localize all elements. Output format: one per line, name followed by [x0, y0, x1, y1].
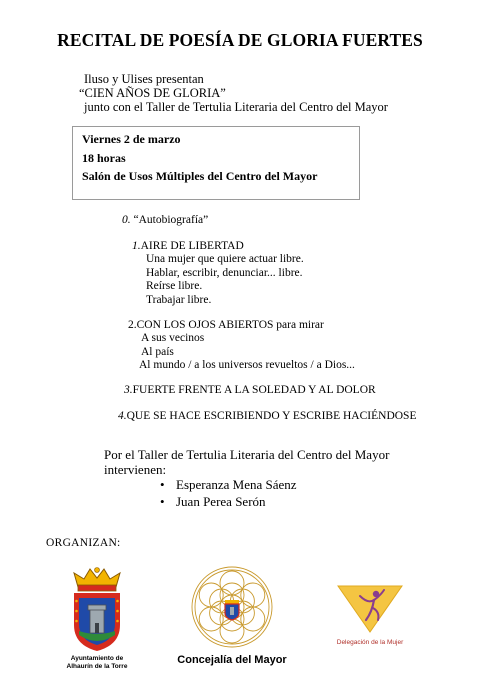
event-date: Viernes 2 de marzo [82, 132, 181, 146]
verse-line: Reírse libre. [146, 280, 203, 292]
verse-line: Una mujer que quiere actuar libre. [146, 253, 304, 265]
participant-item [160, 494, 266, 509]
program-section-1 [132, 240, 244, 252]
ayuntamiento-caption-1: Ayuntamiento de [70, 655, 124, 662]
section-number: 1. [132, 240, 141, 252]
event-time: 18 horas [82, 151, 126, 165]
delegacion-logo [330, 582, 410, 652]
intro-line-3: junto con el Taller de Tertulia Literaria del Centro del Mayor [84, 100, 388, 114]
program-section-0 [122, 214, 208, 226]
concejalia-caption: Concejalía del Mayor [177, 654, 287, 666]
woman-triangle-icon [330, 582, 410, 637]
section-title: “Autobiografía” [130, 214, 209, 226]
coat-of-arms-icon [52, 565, 142, 655]
event-place: Salón de Usos Múltiples del Centro del Mayor [82, 169, 318, 183]
event-info-box [72, 126, 360, 200]
section-number: 3. [124, 384, 133, 396]
section-title: QUE SE HACE ESCRIBIENDO Y ESCRIBE HACIÉNDOSE [126, 410, 417, 422]
section-title: AIRE DE LIBERTAD [140, 240, 244, 252]
participants-line-1: Por el Taller de Tertulia Literaria del Centro del Mayor [104, 447, 390, 462]
bullet-icon: • [160, 494, 165, 509]
participants-line-2: intervienen: [104, 462, 167, 477]
section-number: 2. [128, 319, 137, 331]
section-number: 4. [118, 410, 127, 422]
program-section-2 [128, 319, 324, 331]
verse-line: Hablar, escribir, denunciar... libre. [146, 266, 303, 279]
program-section-3 [124, 384, 376, 396]
verse-line: Trabajar libre. [146, 293, 212, 306]
organizers-label: ORGANIZAN: [46, 537, 121, 549]
section-1-verses [146, 253, 304, 307]
section-title: CON LOS OJOS ABIERTOS para mirar [136, 319, 324, 331]
participant-name: Juan Perea Serón [176, 494, 266, 509]
ayuntamiento-caption-2: Alhaurín de la Torre [66, 662, 128, 670]
concejalia-logo [172, 562, 292, 672]
participant-name: Esperanza Mena Sáenz [176, 477, 297, 492]
section-title: FUERTE FRENTE A LA SOLEDAD Y AL DOLOR [132, 384, 376, 396]
intro-line-1: Iluso y Ulises presentan [84, 72, 204, 86]
page-title: RECITAL DE POESÍA DE GLORIA FUERTES [57, 30, 423, 50]
intro-line-2: “CIEN AÑOS DE GLORIA” [79, 86, 226, 100]
participant-item [160, 477, 297, 492]
program-section-4 [118, 410, 416, 422]
section-2-verses [139, 332, 355, 373]
ayuntamiento-logo [52, 565, 142, 670]
bullet-icon: • [160, 477, 165, 492]
flower-of-life-icon [172, 562, 292, 652]
section-number: 0. [122, 214, 131, 226]
verse-line: A sus vecinos [141, 332, 205, 344]
delegacion-caption: Delegación de la Mujer [336, 639, 404, 646]
verse-line: Al país [141, 345, 174, 358]
verse-line: Al mundo / a los universos revueltos / a Dios... [139, 359, 355, 371]
